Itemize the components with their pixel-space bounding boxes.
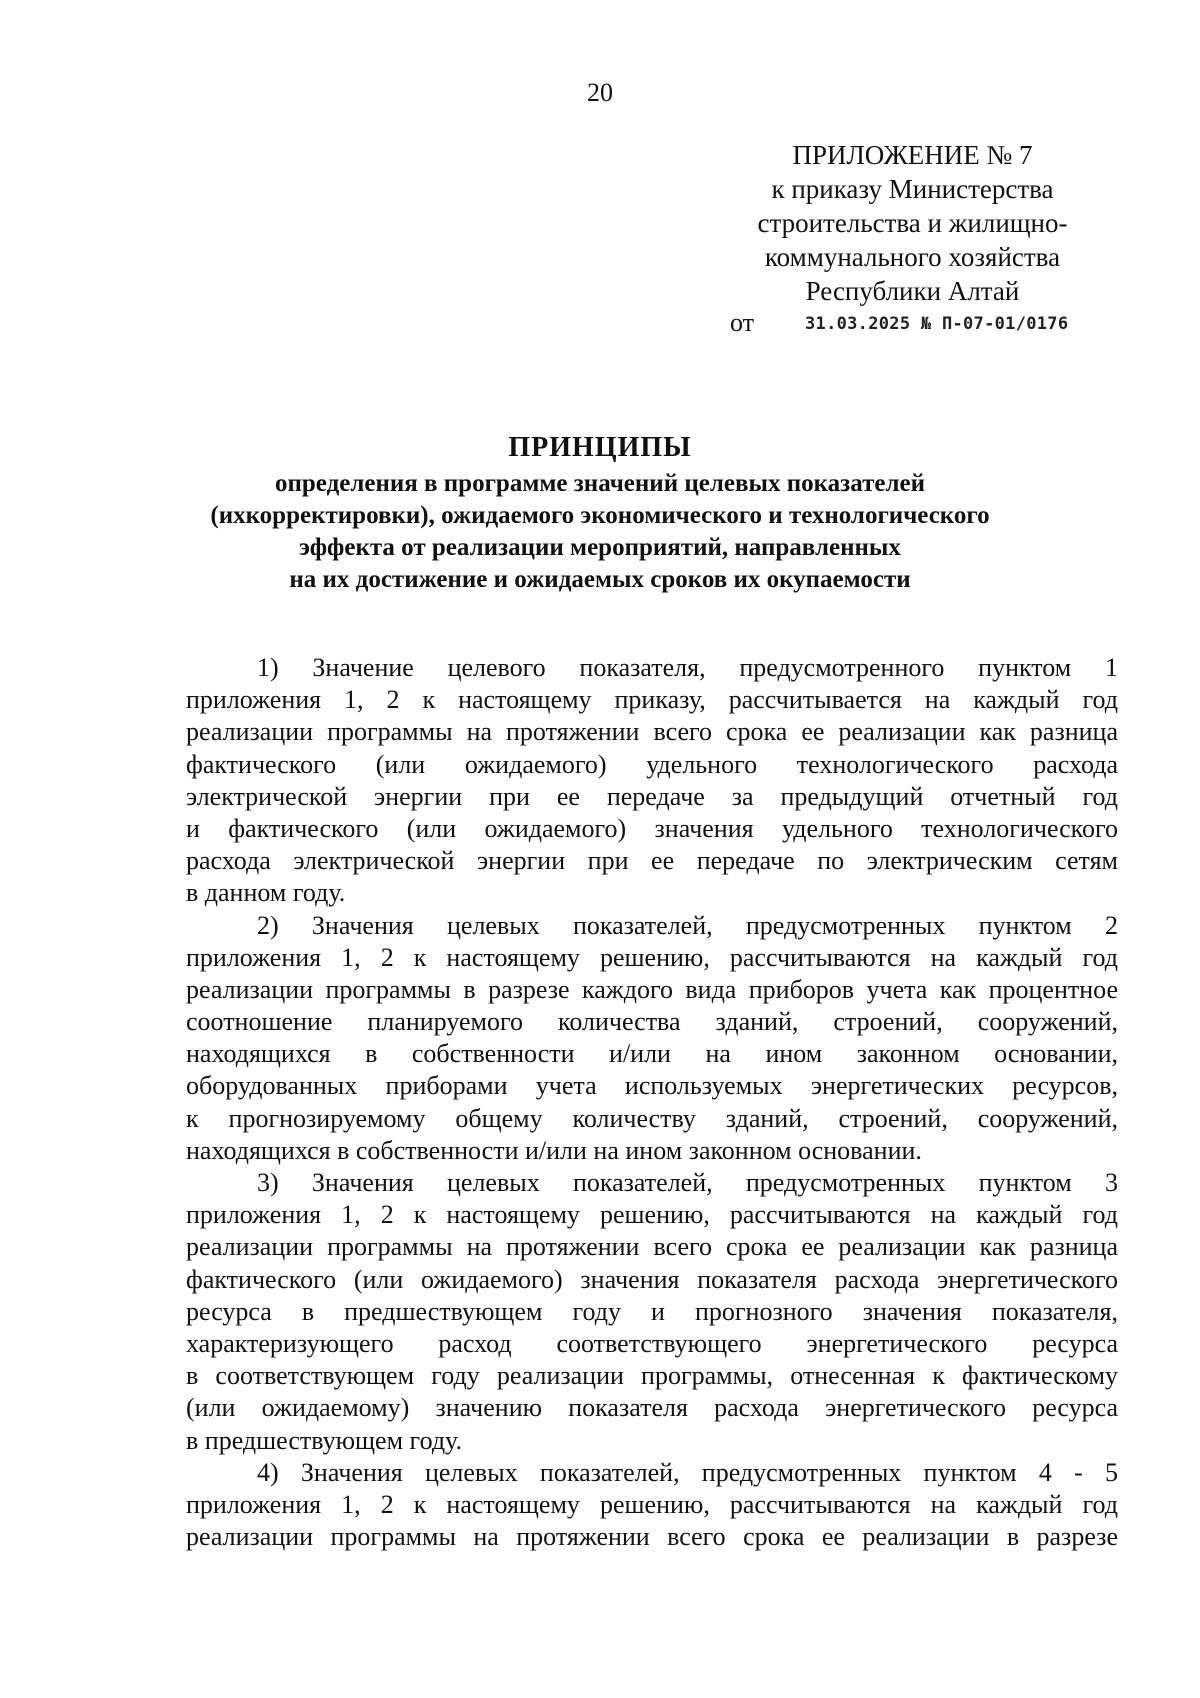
paragraph-4-line: 4) Значения целевых показателей, предусмотренных пунктом 4 - 5 (257, 1457, 1118, 1487)
paragraph-2-line: реализации программы в разрезе каждого вида приборов учета как процентное (186, 974, 1118, 1004)
appendix-title: ПРИЛОЖЕНИЕ № 7 (792, 140, 1033, 170)
document-subtitle-line: (ихкорректировки), ожидаемого экономического и технологического (210, 502, 990, 529)
paragraph-3-line: фактического (или ожидаемого) значения показателя расхода энергетического (186, 1264, 1118, 1294)
paragraph-3-line: характеризующего расход соответствующего энергетического ресурса (186, 1328, 1118, 1358)
order-prefix: от (730, 308, 755, 337)
page-number: 20 (587, 78, 613, 107)
paragraph-4-line: реализации программы на протяжении всего срока ее реализации в разрезе (186, 1522, 1118, 1552)
paragraph-1-line: в данном году. (186, 878, 346, 908)
paragraph-3-line: приложения 1, 2 к настоящему решению, рассчитываются на каждый год (186, 1200, 1118, 1230)
document-subtitle-line: на их достижение и ожидаемых сроков их окупаемости (289, 566, 911, 593)
appendix-line: к приказу Министерства (771, 174, 1054, 204)
document-body (186, 652, 1118, 1553)
paragraph-2-line: приложения 1, 2 к настоящему решению, рассчитываются на каждый год (186, 942, 1118, 972)
paragraph-3-line: (или ожидаемому) значению показателя расхода энергетического ресурса (186, 1393, 1118, 1423)
paragraph-1-line: фактического (или ожидаемого) удельного технологического расхода (186, 749, 1118, 779)
paragraph-3-line: в предшествующем году. (186, 1425, 462, 1455)
paragraph-2-line: 2) Значения целевых показателей, предусмотренных пунктом 2 (257, 910, 1118, 940)
paragraph-1-line: расхода электрической энергии при ее передаче по электрическим сетям (186, 846, 1118, 876)
paragraph-1-line: реализации программы на протяжении всего срока ее реализации как разница (186, 717, 1118, 747)
appendix-line: Республики Алтай (805, 276, 1020, 306)
paragraph-2-line: находящихся в собственности и/или на ином законном основании. (186, 1135, 922, 1165)
paragraph-3-line: 3) Значения целевых показателей, предусмотренных пунктом 3 (257, 1168, 1118, 1197)
paragraph-3-line: реализации программы на протяжении всего срока ее реализации как разница (186, 1232, 1118, 1262)
paragraph-4-line: приложения 1, 2 к настоящему решению, рассчитываются на каждый год (186, 1489, 1118, 1519)
paragraph-1-line: электрической энергии при ее передаче за предыдущий отчетный год (186, 781, 1118, 811)
document-subtitle-line: эффекта от реализации мероприятий, направленных (299, 534, 901, 561)
appendix-header (700, 138, 1125, 308)
appendix-line: строительства и жилищно- (757, 208, 1068, 238)
paragraph-3-line: ресурса в предшествующем году и прогнозного значения показателя, (186, 1296, 1118, 1326)
paragraph-2-line: к прогнозируемому общему количеству зданий, строений, сооружений, (186, 1103, 1118, 1133)
paragraph-2-line: находящихся в собственности и/или на ином законном основании, (186, 1039, 1118, 1069)
document-title: ПРИНЦИПЫ (508, 432, 692, 463)
document-subtitle-line: определения в программе значений целевых показателей (275, 470, 925, 497)
appendix-line: коммунального хозяйства (764, 242, 1061, 272)
paragraph-1-line: и фактического (или ожидаемого) значения удельного технологического (186, 813, 1118, 843)
paragraph-2-line: оборудованных приборами учета используемых энергетических ресурсов, (186, 1071, 1118, 1101)
document-title-block (150, 428, 1050, 596)
paragraph-1-line: 1) Значение целевого показателя, предусмотренного пунктом 1 (257, 653, 1118, 682)
paragraph-3-line: в соответствующем году реализации программы, отнесенная к фактическому (186, 1361, 1118, 1391)
paragraph-1-line: приложения 1, 2 к настоящему приказу, рассчитывается на каждый год (186, 685, 1118, 715)
order-date-number-stamp: 31.03.2025 № П-07-01/0176 (805, 314, 1069, 334)
paragraph-2-line: соотношение планируемого количества зданий, строений, сооружений, (186, 1007, 1118, 1037)
